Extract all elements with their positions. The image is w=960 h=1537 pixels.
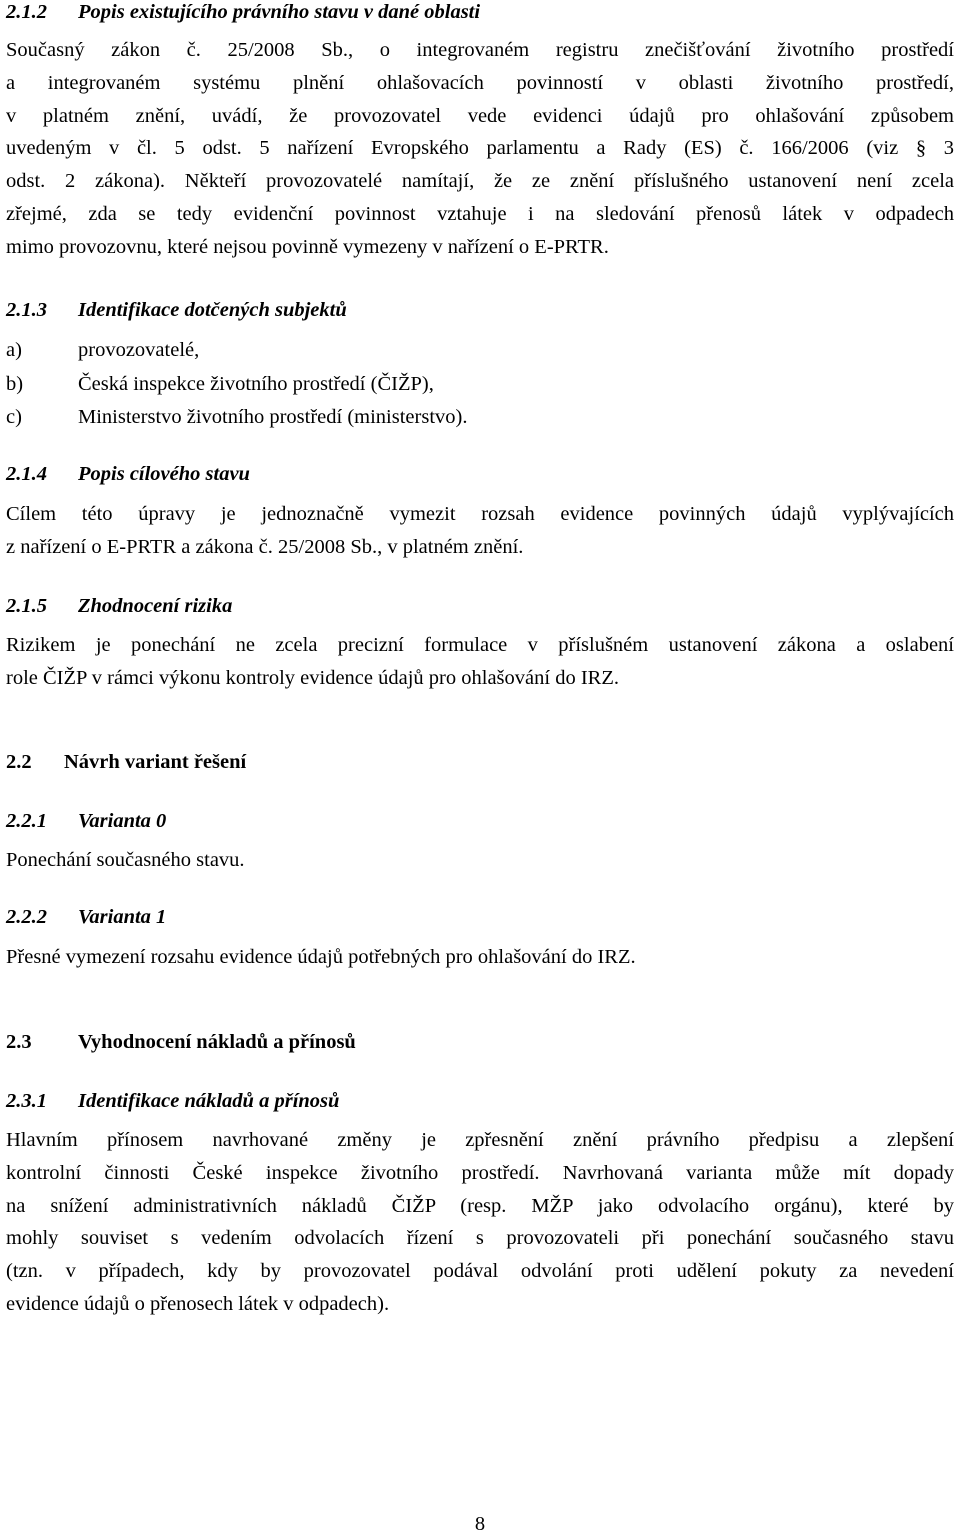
list-marker: a) — [6, 339, 22, 361]
paragraph-line: Přesné vymezení rozsahu evidence údajů potřebných pro ohlašování do IRZ. — [6, 946, 636, 968]
paragraph-line: mohly souviset s vedením odvolacích řízení s provozovateli při ponechání současného stavu — [6, 1227, 954, 1250]
subject-list-item — [6, 370, 434, 398]
heading-2-1-4 — [6, 462, 250, 486]
paragraph-2-3-1 — [6, 1124, 954, 1321]
heading-number: 2.1.3 — [6, 299, 47, 321]
paragraph-2-1-4 — [6, 498, 954, 564]
heading-number: 2.2.2 — [6, 906, 47, 928]
paragraph-line: z nařízení o E-PRTR a zákona č. 25/2008 Sb., v platném znění. — [6, 535, 524, 558]
paragraph-line: v platném znění, uvádí, že provozovatel vede evidenci údajů pro ohlašování způsobem — [6, 104, 954, 127]
paragraph-line: role ČIŽP v rámci výkonu kontroly evidence údajů pro ohlašování do IRZ. — [6, 666, 619, 689]
heading-number: 2.1.2 — [6, 1, 47, 23]
list-text: Ministerstvo životního prostředí (ministerstvo). — [78, 406, 468, 428]
paragraph-line: zřejmé, zda se tedy evidenční povinnost vztahuje i na sledování přenosů látek v odpadech — [6, 202, 954, 225]
paragraph-line: mimo provozovnu, které nejsou povinně vymezeny v nařízení o E-PRTR. — [6, 235, 609, 258]
subject-list-item — [6, 336, 199, 364]
heading-title: Návrh variant řešení — [64, 751, 247, 773]
heading-2-2-1 — [6, 809, 166, 833]
heading-2-3-1 — [6, 1089, 339, 1113]
subject-list-item — [6, 403, 467, 431]
paragraph-line: Ponechání současného stavu. — [6, 849, 245, 871]
paragraph-line: evidence údajů o přenosech látek v odpadech). — [6, 1292, 390, 1315]
heading-title: Popis existujícího právního stavu v dané oblasti — [78, 1, 481, 23]
paragraph-line: Cílem této úpravy je jednoznačně vymezit rozsah evidence povinných údajů vyplývajících — [6, 503, 954, 525]
heading-number: 2.2.1 — [6, 810, 47, 832]
heading-title: Vyhodnocení nákladů a přínosů — [78, 1031, 356, 1053]
paragraph-line: uvedeným v čl. 5 odst. 5 nařízení Evropského parlamentu a Rady (ES) č. 166/2006 (viz § 3 — [6, 137, 954, 160]
heading-title: Identifikace nákladů a přínosů — [78, 1090, 340, 1112]
paragraph-line: Hlavním přínosem navrhované změny je zpřesnění znění právního předpisu a zlepšení — [6, 1129, 954, 1151]
paragraph-2-2-2 — [6, 941, 954, 974]
paragraph-line: na snížení administrativních nákladů ČIŽP (resp. MŽP jako odvolacího orgánu), které by — [6, 1194, 954, 1217]
heading-title: Varianta 1 — [78, 906, 167, 928]
heading-number: 2.1.4 — [6, 463, 47, 485]
paragraph-2-1-2 — [6, 34, 954, 264]
paragraph-line: kontrolní činnosti České inspekce životního prostředí. Navrhovaná varianta může mít dopady — [6, 1161, 954, 1184]
heading-2-1-2 — [6, 0, 480, 24]
heading-number: 2.3.1 — [6, 1090, 47, 1112]
heading-number: 2.2 — [6, 751, 32, 773]
heading-2-3 — [6, 1030, 356, 1054]
heading-2-2 — [6, 750, 246, 774]
paragraph-line: (tzn. v případech, kdy by provozovatel podával odvolání proti udělení pokuty za nevedení — [6, 1260, 954, 1283]
list-marker: c) — [6, 406, 22, 428]
paragraph-2-2-1 — [6, 844, 954, 877]
heading-title: Popis cílového stavu — [78, 463, 250, 485]
heading-title: Zhodnocení rizika — [78, 595, 233, 617]
list-text: provozovatelé, — [78, 339, 200, 361]
paragraph-line: a integrovaném systému plnění ohlašovacích povinností v oblasti životního prostředí, — [6, 71, 954, 94]
paragraph-line: Současný zákon č. 25/2008 Sb., o integrovaném registru znečišťování životního prostředí — [6, 39, 954, 61]
list-text: Česká inspekce životního prostředí (ČIŽP), — [78, 373, 434, 395]
paragraph-2-1-5 — [6, 629, 954, 695]
page-number: 8 — [474, 1513, 486, 1535]
paragraph-line: odst. 2 zákona). Někteří provozovatelé namítají, že ze znění příslušného ustanovení není zcela — [6, 170, 954, 193]
paragraph-line: Rizikem je ponechání ne zcela precizní formulace v příslušném ustanovení zákona a oslabení — [6, 634, 954, 656]
heading-title: Varianta 0 — [78, 810, 167, 832]
heading-title: Identifikace dotčených subjektů — [78, 299, 347, 321]
heading-2-1-3 — [6, 298, 347, 322]
heading-number: 2.1.5 — [6, 595, 47, 617]
heading-number: 2.3 — [6, 1031, 32, 1053]
list-marker: b) — [6, 373, 24, 395]
heading-2-1-5 — [6, 594, 232, 618]
heading-2-2-2 — [6, 905, 166, 929]
